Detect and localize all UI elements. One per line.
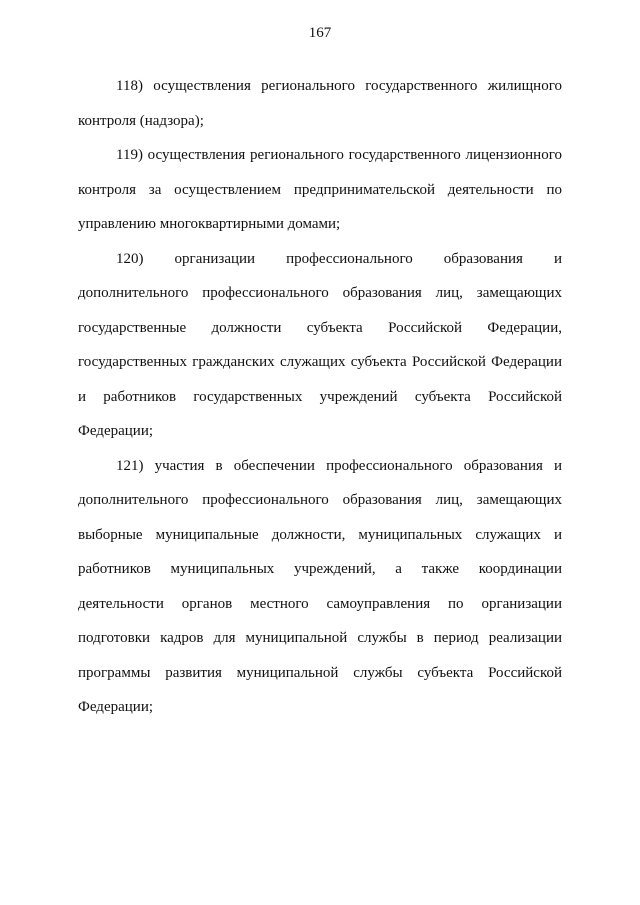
text-line: 120) организации профессионального образования и xyxy=(116,250,562,267)
text-line: государственных гражданских служащих субъекта Российской Федерации xyxy=(78,354,562,370)
text-line: управлению многоквартирными домами; xyxy=(78,216,341,232)
document-body xyxy=(78,76,562,732)
text-line: подготовки кадров для муниципальной службы в период реализации xyxy=(78,630,562,646)
text-line: контроля (надзора); xyxy=(78,112,204,129)
paragraph-118 xyxy=(78,76,562,145)
text-line: 119) осуществления регионального государственного лицензионного xyxy=(116,147,562,163)
text-line: и работников государственных учреждений субъекта Российской xyxy=(78,388,562,405)
text-line: 118) осуществления регионального государственного жилищного xyxy=(116,78,562,94)
text-line: деятельности органов местного самоуправления по организации xyxy=(78,595,562,612)
page-number: 167 xyxy=(308,25,332,41)
text-line: выборные муниципальные должности, муниципальных служащих и xyxy=(78,526,562,543)
text-line: контроля за осуществлением предпринимательской деятельности по xyxy=(78,181,562,198)
text-line: дополнительного профессионального образования лиц, замещающих xyxy=(78,492,562,508)
text-line: государственные должности субъекта Российской Федерации, xyxy=(78,319,562,336)
text-line: Федерации; xyxy=(78,699,154,715)
text-line: дополнительного профессионального образования лиц, замещающих xyxy=(78,285,562,301)
text-line: программы развития муниципальной службы субъекта Российской xyxy=(78,664,562,681)
paragraph-121 xyxy=(78,456,562,732)
paragraph-120 xyxy=(78,249,562,456)
text-line: Федерации; xyxy=(78,423,154,439)
text-line: 121) участия в обеспечении профессионального образования и xyxy=(116,457,562,474)
text-line: работников муниципальных учреждений, а также координации xyxy=(78,561,562,577)
paragraph-119 xyxy=(78,145,562,249)
